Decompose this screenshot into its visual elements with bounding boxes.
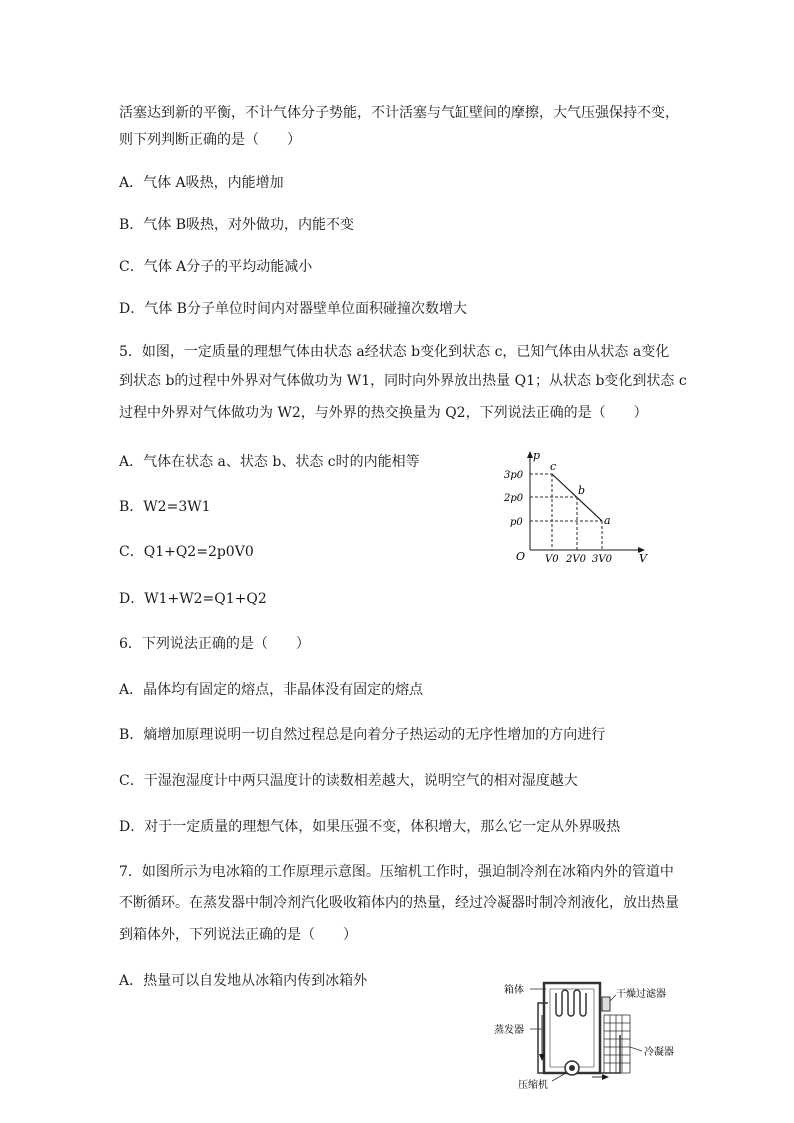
point-b: b (578, 484, 586, 497)
q5-option-b: B．W2=3W1 (119, 499, 211, 515)
tick-3v0: 3V0 (592, 554, 612, 565)
label-condenser: 冷凝器 (644, 1047, 674, 1058)
q5-stem-line3: 过程中外界对气体做功为 W2，与外界的热交换量为 Q2，下列说法正确的是（ ） (119, 405, 648, 421)
q6-option-a: A．晶体均有固定的熔点，非晶体没有固定的熔点 (119, 682, 424, 698)
q5-stem-line1: 5．如图，一定质量的理想气体由状态 a经状态 b变化到状态 c，已知气体由从状态 a变化 (119, 344, 670, 360)
q5-stem-line2: 到状态 b的过程中外界对气体做功为 W1，同时向外界放出热量 Q1；从状态 b变化到状态 c (119, 373, 687, 389)
point-c: c (550, 460, 557, 473)
origin-label: O (516, 550, 526, 563)
pv-graph (500, 446, 660, 568)
point-a: a (604, 514, 611, 527)
q7-stem-line2: 不断循环。在蒸发器中制冷剂汽化吸收箱体内的热量，经过冷凝器时制冷剂液化，放出热量 (119, 895, 679, 911)
axis-p-label: p (533, 449, 541, 462)
q7-option-a: A．热量可以自发地从冰箱内传到冰箱外 (119, 973, 368, 989)
q4-option-c: C．气体 A分子的平均动能减小 (119, 259, 313, 275)
q4-option-a: A．气体 A吸热，内能增加 (119, 175, 284, 191)
label-evaporator: 蒸发器 (494, 1025, 524, 1036)
tick-3p0: 3p0 (504, 470, 524, 481)
fridge-diagram (492, 975, 692, 1095)
label-box: 箱体 (504, 985, 524, 996)
filter-icon (602, 997, 610, 1011)
q7-stem-line1: 7．如图所示为电冰箱的工作原理示意图。压缩机工作时，强迫制冷剂在冰箱内外的管道中 (119, 864, 674, 880)
tick-p0: p0 (510, 517, 523, 528)
q6-stem: 6．下列说法正确的是（ ） (119, 636, 310, 652)
q5-option-d: D．W1+W2=Q1+Q2 (119, 591, 267, 607)
q5-option-c: C．Q1+Q2=2p0V0 (119, 544, 254, 560)
tick-v0: V0 (545, 554, 559, 565)
q7-stem-line3: 到箱体外，下列说法正确的是（ ） (119, 927, 357, 943)
tick-2p0: 2p0 (504, 493, 524, 504)
q5-option-a: A．气体在状态 a、状态 b、状态 c时的内能相等 (119, 454, 420, 470)
q6-option-d: D．对于一定质量的理想气体，如果压强不变，体积增大，那么它一定从外界吸热 (119, 819, 621, 835)
q4-option-d: D．气体 B分子单位时间内对器壁单位面积碰撞次数增大 (119, 301, 467, 317)
q4-stem-line2: 则下列判断正确的是（ ） (119, 132, 301, 148)
evaporator-coil (556, 990, 586, 1016)
q6-option-b: B．熵增加原理说明一切自然过程总是向着分子热运动的无序性增加的方向进行 (119, 727, 606, 743)
axis-v-label: V (639, 552, 647, 565)
q6-option-c: C．干湿泡湿度计中两只温度计的读数相差越大，说明空气的相对湿度越大 (119, 773, 578, 789)
cabinet-box (544, 983, 600, 1073)
label-filter: 干燥过滤器 (616, 989, 666, 1000)
condenser-grid (604, 1015, 630, 1073)
q4-stem-line1: 活塞达到新的平衡，不计气体分子势能，不计活塞与气缸壁间的摩擦，大气压强保持不变， (119, 105, 679, 121)
q4-option-b: B．气体 B吸热，对外做功，内能不变 (119, 217, 355, 233)
label-compressor: 压缩机 (518, 1080, 548, 1091)
tick-2v0: 2V0 (566, 554, 586, 565)
